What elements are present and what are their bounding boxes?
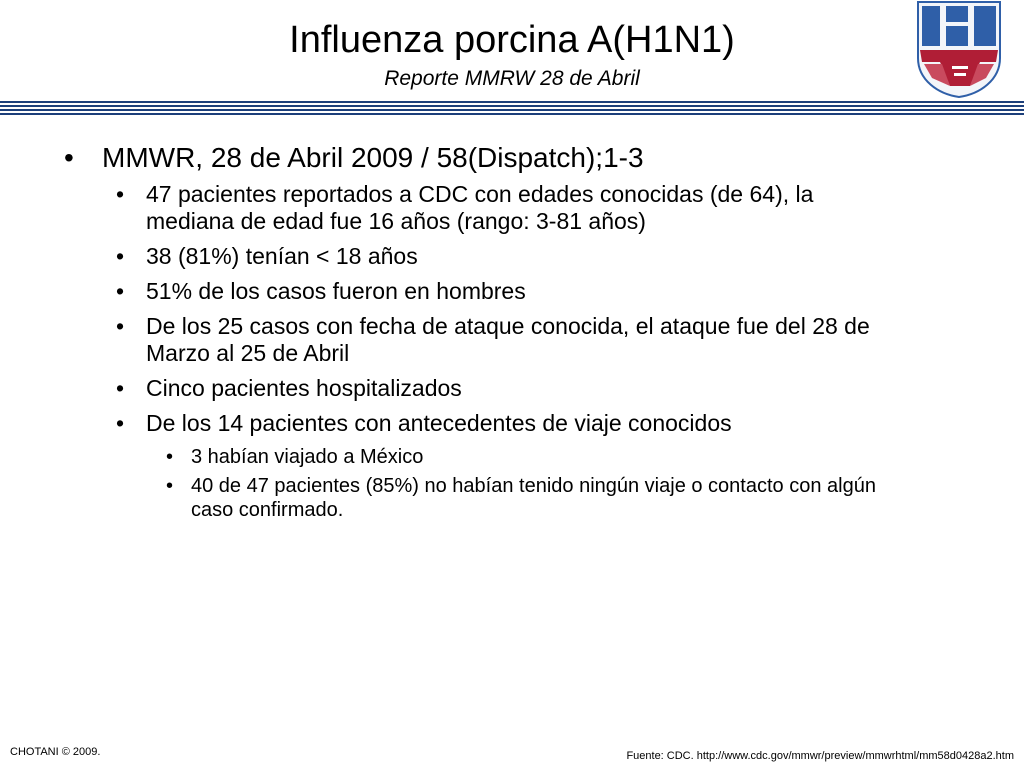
sub-bullet-item	[64, 474, 884, 522]
slide-subtitle: Reporte MMRW 28 de Abril	[384, 67, 640, 90]
bullet-item	[64, 181, 884, 235]
footer-copyright: CHOTANI © 2009.	[10, 746, 101, 758]
slide-title: Influenza porcina A(H1N1)	[289, 19, 735, 61]
sub-bullet-item	[64, 445, 884, 469]
bullet-item	[64, 313, 884, 367]
logo-graphic	[910, 0, 1006, 98]
bullet-icon: •	[116, 375, 125, 401]
bullet-icon: •	[116, 410, 125, 436]
sub-bullet-text: 3 habían viajado a México	[191, 446, 424, 468]
header-rule	[0, 101, 1024, 119]
header-rule-line	[0, 113, 1024, 115]
bullet-icon: •	[116, 278, 125, 304]
bullet-item	[64, 375, 884, 402]
header-rule-line	[0, 101, 1024, 103]
bullet-item	[64, 243, 884, 270]
bullet-icon: •	[166, 446, 174, 468]
bullet-icon: •	[116, 181, 125, 207]
bullet-icon: •	[116, 313, 125, 339]
sub-bullet-text: 40 de 47 pacientes (85%) no habían tenido ningún viaje o contacto con algún caso confirmado.	[191, 475, 876, 521]
bullet-text: De los 25 casos con fecha de ataque conocida, el ataque fue del 28 de Marzo al 25 de Abril	[146, 313, 870, 366]
bullet-text: 38 (81%) tenían < 18 años	[146, 243, 418, 269]
bullet-text: 51% de los casos fueron en hombres	[146, 278, 526, 304]
bullet-text: De los 14 pacientes con antecedentes de viaje conocidos	[146, 410, 732, 436]
main-bullet-text: MMWR, 28 de Abril 2009 / 58(Dispatch);1-3	[102, 142, 644, 173]
bullet-icon: •	[64, 142, 74, 173]
header-rule-line	[0, 109, 1024, 111]
bullet-item	[64, 278, 884, 305]
bullet-text: Cinco pacientes hospitalizados	[146, 375, 462, 401]
bullet-icon: •	[116, 243, 125, 269]
header-rule-line	[0, 105, 1024, 107]
bullet-item	[64, 410, 884, 437]
usu-shield-logo-icon	[910, 0, 1006, 98]
main-bullet-item	[64, 141, 884, 175]
slide-body	[64, 141, 884, 527]
footer-source: Fuente: CDC. http://www.cdc.gov/mmwr/preview/mmwrhtml/mm58d0428a2.htm	[626, 750, 1014, 762]
bullet-text: 47 pacientes reportados a CDC con edades conocidas (de 64), la mediana de edad fue 16 años (rango: 3-81 años)	[146, 181, 814, 234]
bullet-icon: •	[166, 475, 174, 497]
